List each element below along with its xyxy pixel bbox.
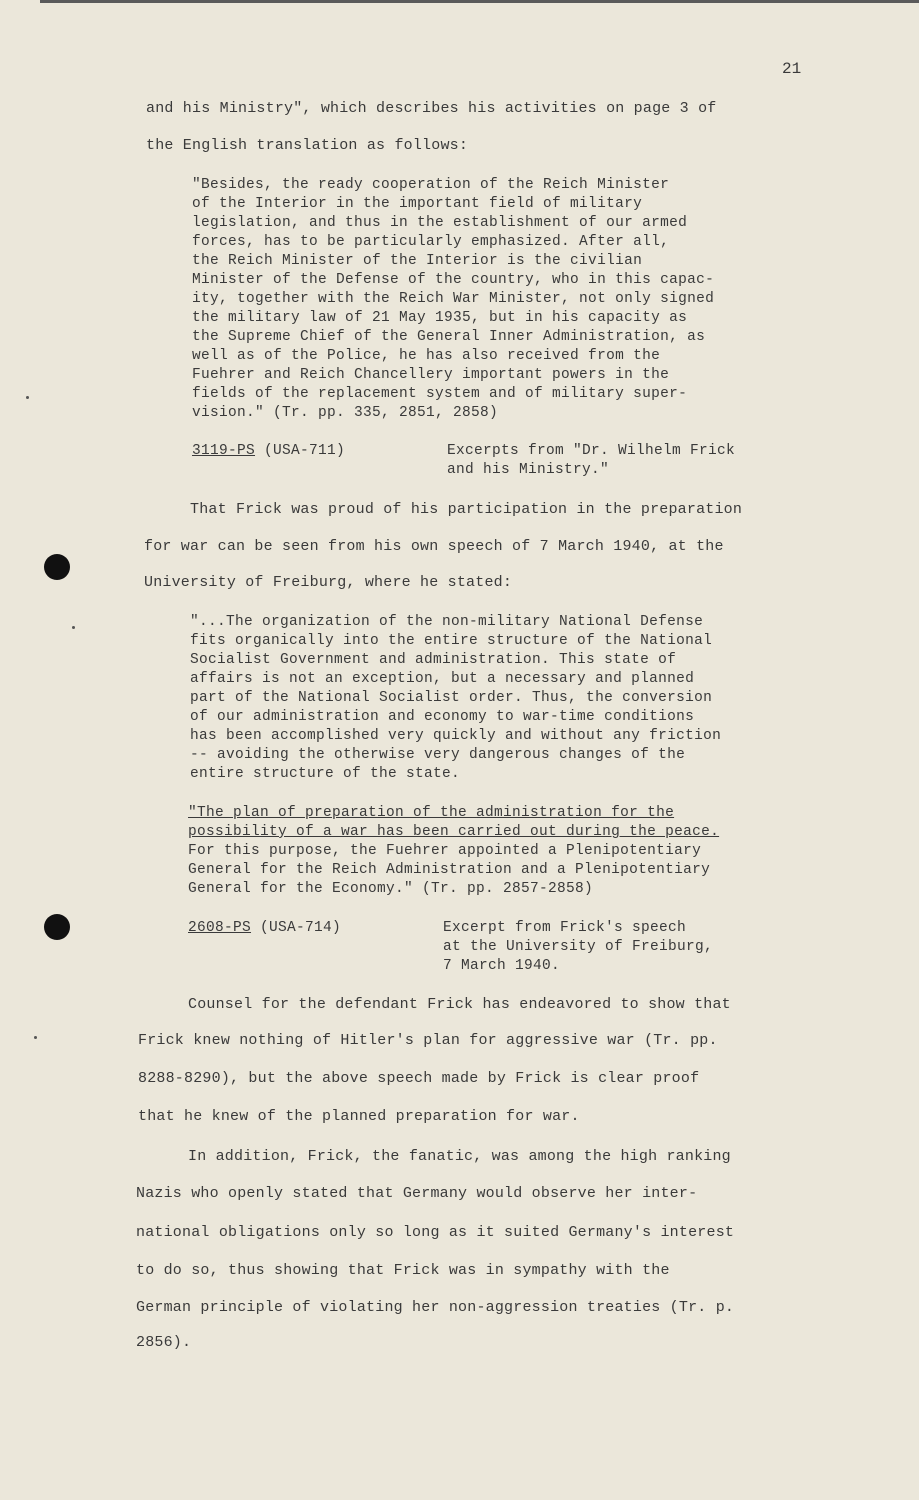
- quote-line: entire structure of the state.: [190, 766, 461, 782]
- quote-line: the Reich Minister of the Interior is the civilian: [192, 253, 643, 269]
- quote-line: "Besides, the ready cooperation of the Reich Minister: [192, 177, 670, 193]
- text-line: the English translation as follows:: [146, 137, 469, 154]
- page-number: 21: [782, 60, 802, 78]
- top-edge-rule: [40, 0, 919, 3]
- quote-line: fields of the replacement system and of military super-: [192, 386, 688, 402]
- quote-line: General for the Reich Administration and a Plenipotentiary: [188, 862, 711, 878]
- reference-description: 7 March 1940.: [443, 958, 561, 974]
- quote-line: vision." (Tr. pp. 335, 2851, 2858): [192, 405, 499, 421]
- quote-line: General for the Economy." (Tr. pp. 2857-2858): [188, 881, 594, 897]
- reference-description: and his Ministry.": [447, 462, 610, 478]
- text-line: That Frick was proud of his participation in the preparation: [190, 501, 743, 518]
- quote-line: part of the National Socialist order. Thus, the conversion: [190, 690, 713, 706]
- punch-hole: [44, 554, 70, 580]
- quote-line: the Supreme Chief of the General Inner Administration, as: [192, 329, 706, 345]
- quote-line: Socialist Government and administration. This state of: [190, 652, 677, 668]
- underlined-quote-line: possibility of a war has been carried out during the peace.: [188, 824, 720, 840]
- document-number: 3119-PS: [192, 443, 256, 459]
- quote-line: of our administration and economy to war-time conditions: [190, 709, 695, 725]
- text-line: Nazis who openly stated that Germany would observe her inter-: [136, 1185, 698, 1202]
- text-line: national obligations only so long as it suited Germany's interest: [136, 1224, 735, 1241]
- text-line: University of Freiburg, where he stated:: [144, 574, 513, 591]
- quote-line: legislation, and thus in the establishment of our armed: [192, 215, 688, 231]
- text-line: 8288-8290), but the above speech made by Frick is clear proof: [138, 1070, 700, 1087]
- quote-line: Fuehrer and Reich Chancellery important powers in the: [192, 367, 670, 383]
- reference-description: Excerpts from "Dr. Wilhelm Frick: [447, 443, 736, 459]
- reference-1: [192, 443, 345, 459]
- quote-line: fits organically into the entire structure of the National: [190, 633, 713, 649]
- text-line: Frick knew nothing of Hitler's plan for aggressive war (Tr. pp.: [138, 1032, 718, 1049]
- paper-speck: [34, 1036, 37, 1039]
- paper-speck: [72, 626, 75, 629]
- punch-hole: [44, 914, 70, 940]
- quote-line: -- avoiding the otherwise very dangerous changes of the: [190, 747, 686, 763]
- quote-line: Minister of the Defense of the country, who in this capac-: [192, 272, 715, 288]
- reference-2: [188, 920, 341, 936]
- underlined-quote-line: "The plan of preparation of the administration for the: [188, 805, 675, 821]
- text-line: to do so, thus showing that Frick was in sympathy with the: [136, 1262, 670, 1279]
- text-line: for war can be seen from his own speech of 7 March 1940, at the: [144, 538, 724, 555]
- reference-description: at the University of Freiburg,: [443, 939, 714, 955]
- quote-line: ity, together with the Reich War Minister, not only signed: [192, 291, 715, 307]
- paper-speck: [26, 396, 29, 399]
- text-line: 2856).: [136, 1334, 192, 1351]
- text-line: In addition, Frick, the fanatic, was among the high ranking: [188, 1148, 731, 1165]
- reference-description: Excerpt from Frick's speech: [443, 920, 687, 936]
- quote-line: "...The organization of the non-military National Defense: [190, 614, 704, 630]
- exhibit-number: (USA-714): [260, 920, 342, 936]
- text-line: German principle of violating her non-aggression treaties (Tr. p.: [136, 1299, 735, 1316]
- text-line: Counsel for the defendant Frick has endeavored to show that: [188, 996, 731, 1013]
- quote-line: well as of the Police, he has also received from the: [192, 348, 661, 364]
- quote-line: forces, has to be particularly emphasized. After all,: [192, 234, 670, 250]
- quote-line: has been accomplished very quickly and without any friction: [190, 728, 722, 744]
- exhibit-number: (USA-711): [264, 443, 346, 459]
- quote-line: affairs is not an exception, but a necessary and planned: [190, 671, 695, 687]
- quote-line: of the Interior in the important field of military: [192, 196, 643, 212]
- text-line: and his Ministry", which describes his activities on page 3 of: [146, 100, 717, 117]
- document-number: 2608-PS: [188, 920, 252, 936]
- quote-line: For this purpose, the Fuehrer appointed a Plenipotentiary: [188, 843, 702, 859]
- quote-line: the military law of 21 May 1935, but in his capacity as: [192, 310, 688, 326]
- text-line: that he knew of the planned preparation for war.: [138, 1108, 580, 1125]
